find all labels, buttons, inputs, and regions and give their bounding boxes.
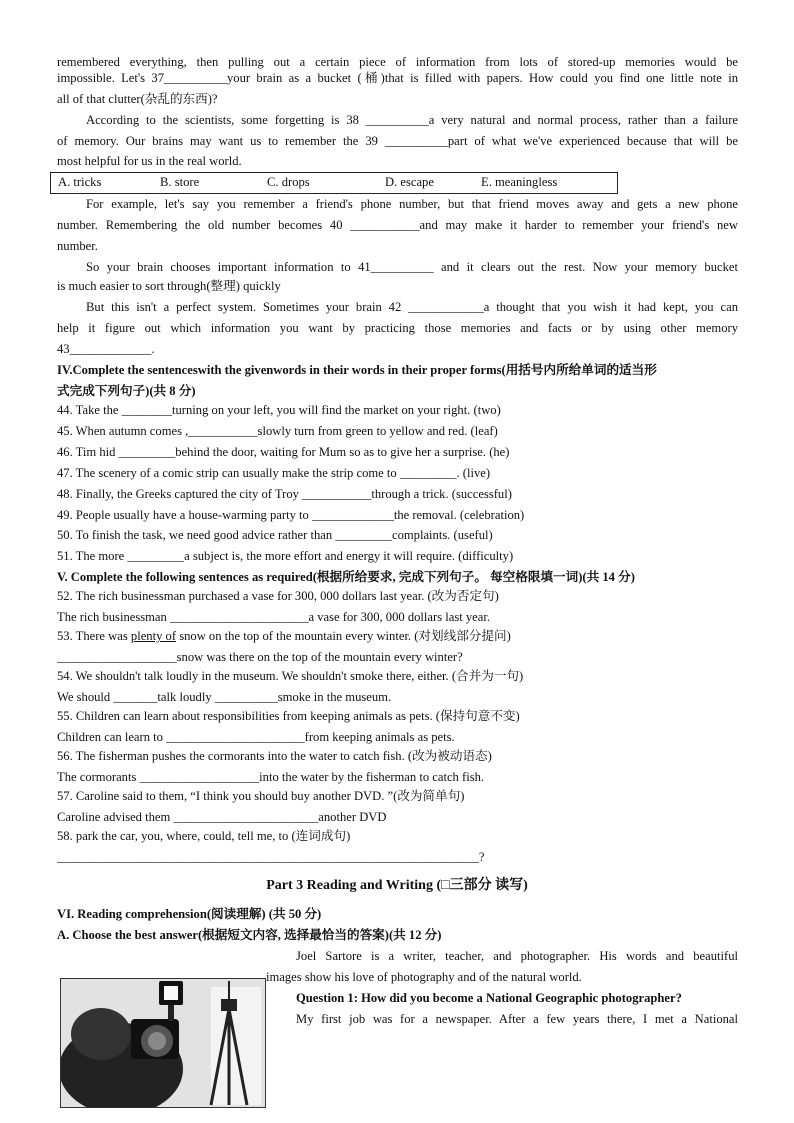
word-option-d: D. escape — [385, 175, 434, 189]
question-47: 47. The scenery of a comic strip can usually make the strip come to _________. (live) — [57, 466, 491, 480]
passage-line: of memory. Our brains may want us to remember the 39 __________part of what we've experienced because that will be — [57, 134, 738, 148]
question-54: 54. We shouldn't talk loudly in the museum. We shouldn't smoke there, either. (合并为一句) — [57, 669, 524, 683]
answer-line-57: Caroline advised them _______________________another DVD — [57, 810, 387, 824]
question-55: 55. Children can learn about responsibilities from keeping animals as pets. (保持句意不变) — [57, 709, 520, 723]
section-iv-heading-cont: 式完成下列句子)(共 8 分) — [57, 384, 196, 398]
question-53: 53. There was plenty of snow on the top of the mountain every winter. (对划线部分提问) — [57, 629, 511, 643]
question-45: 45. When autumn comes ,___________slowly turn from green to yellow and red. (leaf) — [57, 424, 498, 438]
passage-line: number. Remembering the old number becomes 40 ___________and may make it harder to remember your friend's new — [57, 218, 738, 232]
question-50: 50. To finish the task, we need good advice rather than _________complaints. (useful) — [57, 528, 493, 542]
section-iv-heading: IV.Complete the sentenceswith the givenwords in their words in their proper forms(用括号内所给单词的适当形 — [57, 363, 657, 377]
passage-line: number. — [57, 239, 98, 253]
section-vi-a-heading: A. Choose the best answer(根据短文内容, 选择最恰当的答案)(共 12 分) — [57, 928, 442, 942]
passage-line: remembered everything, then pulling out a certain piece of information from lots of stored-up memories would be — [57, 55, 738, 69]
answer-line-54: We should _______talk loudly __________smoke in the museum. — [57, 690, 392, 704]
word-option-a: A. tricks — [58, 175, 102, 189]
word-option-c: C. drops — [267, 175, 310, 189]
question-52: 52. The rich businessman purchased a vase for 300, 000 dollars last year. (改为否定句) — [57, 589, 499, 603]
passage-line: According to the scientists, some forgetting is 38 __________a very natural and normal process, rather than a failure — [86, 113, 738, 127]
word-bank-box — [50, 172, 618, 194]
passage-line: help it figure out which information you want by practicing those memories and facts or by using other memory — [57, 321, 738, 335]
passage-line: For example, let's say you remember a friend's phone number, but that friend moves away and gets a new phone — [86, 197, 738, 211]
question-56: 56. The fisherman pushes the cormorants into the water to catch fish. (改为被动语态) — [57, 749, 492, 763]
passage-line: But this isn't a perfect system. Sometimes your brain 42 ____________a thought that you wish it had kept, you can — [86, 300, 738, 314]
word-option-b: B. store — [160, 175, 200, 189]
answer-line-56: The cormorants ___________________into the water by the fisherman to catch fish. — [57, 770, 485, 784]
passage-line: all of that clutter(杂乱的东西)? — [57, 92, 218, 106]
question-51: 51. The more _________a subject is, the more effort and energy it will require. (difficulty) — [57, 549, 514, 563]
passage-line: 43_____________. — [57, 342, 155, 356]
passage-line: is much easier to sort through(整理) quickly — [57, 279, 281, 293]
passage-line: impossible. Let's 37__________your brain as a bucket (桶)that is filled with papers. How could you find one little note in — [57, 71, 738, 85]
section-v-heading: V. Complete the following sentences as required(根据所给要求, 完成下列句子。 每空格限填一词)(共 14 分) — [57, 570, 635, 584]
reading-line: Joel Sartore is a writer, teacher, and photographer. His words and beautiful — [296, 949, 738, 963]
question-58: 58. park the car, you, where, could, tell me, to (连词成句) — [57, 829, 351, 843]
passage-line: most helpful for us in the real world. — [57, 154, 242, 168]
question-49: 49. People usually have a house-warming party to _____________the removal. (celebration) — [57, 508, 525, 522]
answer-line-53: ___________________snow was there on the top of the mountain every winter? — [57, 650, 463, 664]
reading-line: My first job was for a newspaper. After a few years there, I met a National — [296, 1012, 738, 1026]
question-46: 46. Tim hid _________behind the door, waiting for Mum so as to give her a surprise. (he) — [57, 445, 510, 459]
word-option-e: E. meaningless — [481, 175, 558, 189]
underlined-phrase: plenty of — [130, 629, 177, 643]
question-44: 44. Take the ________turning on your left, you will find the market on your right. (two) — [57, 403, 501, 417]
passage-line: So your brain chooses important information to 41__________ and it clears out the rest. Now your memory bucket — [86, 260, 738, 274]
question-48: 48. Finally, the Greeks captured the city of Troy ___________through a trick. (successful) — [57, 487, 512, 501]
section-vi-heading: VI. Reading comprehension(阅读理解) (共 50 分) — [57, 907, 322, 921]
answer-line-52: The rich businessman ______________________a vase for 300, 000 dollars last year. — [57, 610, 491, 624]
answer-line-55: Children can learn to ______________________from keeping animals as pets. — [57, 730, 455, 744]
reading-question-1: Question 1: How did you become a National Geographic photographer? — [296, 991, 682, 1005]
part-3-title: Part 3 Reading and Writing (□三部分 读写) — [266, 878, 528, 893]
reading-line: images show his love of photography and of the natural world. — [266, 970, 582, 984]
question-57: 57. Caroline said to them, “I think you should buy another DVD. ”(改为简单句) — [57, 789, 465, 803]
photographer-photo — [60, 978, 266, 1108]
answer-line-58: ___________________________________________________________________? — [57, 850, 485, 864]
